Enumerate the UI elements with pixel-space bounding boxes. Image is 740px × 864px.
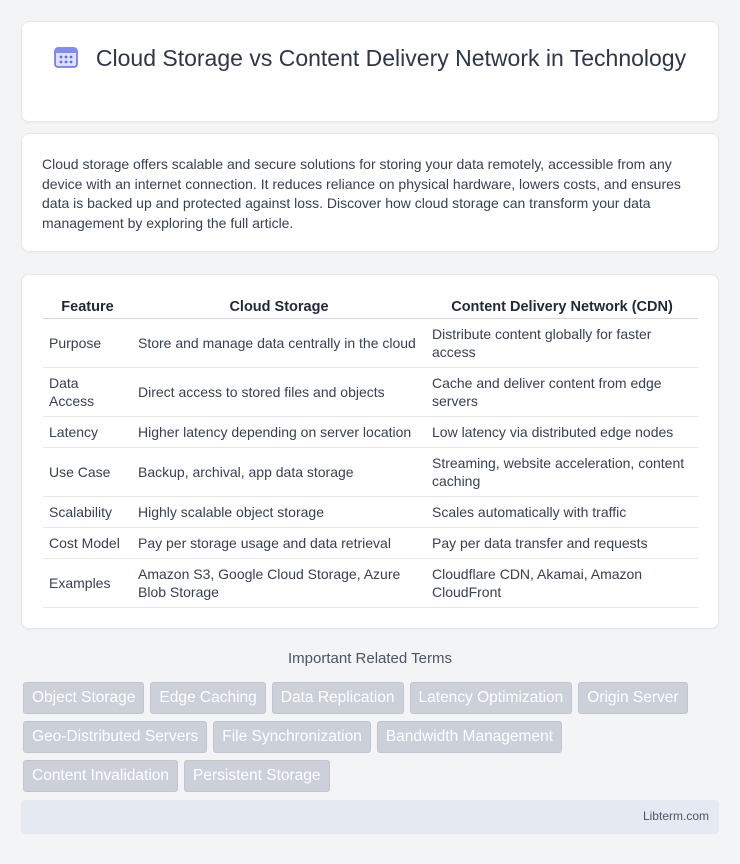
title-wrap bbox=[22, 44, 718, 73]
footer-site-link[interactable]: Libterm.com bbox=[642, 809, 709, 823]
header-feature: Feature bbox=[43, 294, 132, 319]
row-cloud-storage: Store and manage data centrally in the cloud bbox=[132, 319, 426, 368]
header-card bbox=[21, 21, 719, 122]
table-header-row bbox=[43, 294, 698, 319]
footer bbox=[21, 800, 719, 834]
table-row bbox=[43, 417, 698, 448]
row-cloud-storage: Pay per storage usage and data retrieval bbox=[132, 528, 426, 559]
table-row bbox=[43, 448, 698, 497]
row-feature: Use Case bbox=[43, 448, 132, 497]
tag-file-synchronization[interactable]: File Synchronization bbox=[213, 721, 371, 753]
tag-object-storage[interactable]: Object Storage bbox=[23, 682, 144, 714]
related-terms-list bbox=[23, 682, 713, 792]
table-row bbox=[43, 319, 698, 368]
tag-latency-optimization[interactable]: Latency Optimization bbox=[410, 682, 573, 714]
header-cdn: Content Delivery Network (CDN) bbox=[426, 294, 698, 319]
row-cdn: Distribute content globally for faster access bbox=[426, 319, 698, 368]
row-cloud-storage: Higher latency depending on server location bbox=[132, 417, 426, 448]
table-row bbox=[43, 559, 698, 608]
intro-card bbox=[21, 133, 719, 252]
comparison-card bbox=[21, 274, 719, 629]
intro-text: Cloud storage offers scalable and secure solutions for storing your data remotely, accessible from any device with an internet connection. It reduces reliance on physical hardware, lowers costs, and ensures data is backed up and protected against loss. Discover how cloud storage can transform your data management by exploring the full article. bbox=[42, 156, 681, 231]
table-row bbox=[43, 497, 698, 528]
row-cdn: Cloudflare CDN, Akamai, Amazon CloudFront bbox=[426, 559, 698, 608]
related-terms-title: Important Related Terms bbox=[288, 650, 452, 667]
tag-content-invalidation[interactable]: Content Invalidation bbox=[23, 760, 178, 792]
row-feature: Data Access bbox=[43, 368, 132, 417]
row-feature: Examples bbox=[43, 559, 132, 608]
calendar-grid-icon bbox=[54, 46, 78, 68]
tag-origin-server[interactable]: Origin Server bbox=[578, 682, 687, 714]
tag-bandwidth-management[interactable]: Bandwidth Management bbox=[377, 721, 562, 753]
table-row bbox=[43, 368, 698, 417]
row-cdn: Scales automatically with traffic bbox=[426, 497, 698, 528]
table-row bbox=[43, 528, 698, 559]
row-feature: Purpose bbox=[43, 319, 132, 368]
row-cloud-storage: Direct access to stored files and objects bbox=[132, 368, 426, 417]
row-cdn: Pay per data transfer and requests bbox=[426, 528, 698, 559]
page-title bbox=[22, 44, 718, 73]
title-text: Cloud Storage vs Content Delivery Network in Technology bbox=[95, 45, 687, 71]
row-feature: Cost Model bbox=[43, 528, 132, 559]
row-feature: Scalability bbox=[43, 497, 132, 528]
tag-edge-caching[interactable]: Edge Caching bbox=[150, 682, 265, 714]
header-cloud-storage: Cloud Storage bbox=[132, 294, 426, 319]
comparison-table bbox=[43, 294, 698, 608]
row-cdn: Cache and deliver content from edge servers bbox=[426, 368, 698, 417]
tag-data-replication[interactable]: Data Replication bbox=[272, 682, 404, 714]
row-feature: Latency bbox=[43, 417, 132, 448]
row-cdn: Low latency via distributed edge nodes bbox=[426, 417, 698, 448]
row-cloud-storage: Amazon S3, Google Cloud Storage, Azure Blob Storage bbox=[132, 559, 426, 608]
tag-persistent-storage[interactable]: Persistent Storage bbox=[184, 760, 330, 792]
row-cdn: Streaming, website acceleration, content caching bbox=[426, 448, 698, 497]
tag-geo-distributed-servers[interactable]: Geo-Distributed Servers bbox=[23, 721, 207, 753]
row-cloud-storage: Highly scalable object storage bbox=[132, 497, 426, 528]
row-cloud-storage: Backup, archival, app data storage bbox=[132, 448, 426, 497]
